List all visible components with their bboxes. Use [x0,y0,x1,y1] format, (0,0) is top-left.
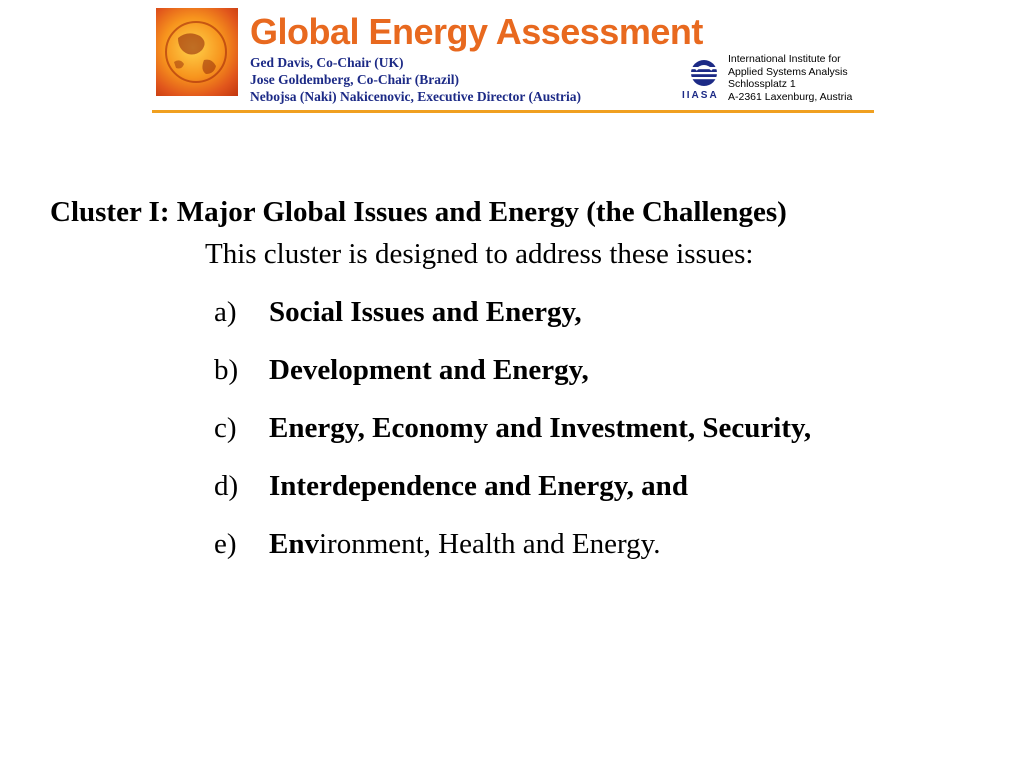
banner-title: Global Energy Assessment [250,11,703,52]
list-item-bold: Energy, Economy and Investment, Security, [269,412,812,444]
iiasa-address [728,53,852,103]
globe-logo-image [156,8,238,96]
list-item-rest: ironment, Health and Energy. [318,528,661,560]
list-marker: a) [214,296,237,328]
list-item-text [269,292,582,332]
list-item-text [269,408,811,448]
list-marker: d) [214,470,239,502]
address-line: Applied Systems Analysis [728,65,848,78]
chairs-list [250,54,581,105]
header-banner [152,6,874,116]
list-item-text [269,524,660,564]
banner-divider [152,110,874,113]
list-item-text [269,350,589,390]
chair-line: Nebojsa (Naki) Nakicenovic, Executive Director (Austria) [250,89,581,104]
list-item-text [269,466,688,506]
iiasa-wordmark: IIASA [682,90,719,101]
address-line: Schlossplatz 1 [728,78,796,90]
iiasa-logo-icon [686,58,722,88]
list-marker: c) [214,412,237,444]
address-line: International Institute for [728,53,841,65]
address-line: A-2361 Laxenburg, Austria [728,90,853,103]
intro-text: This cluster is designed to address these issues: [205,238,754,270]
list-marker: b) [214,354,239,386]
cluster-title: Cluster I: Major Global Issues and Energy (the Challenges) [50,196,787,228]
list-item-bold: Development and Energy, [269,354,589,386]
chair-line: Ged Davis, Co-Chair (UK) [250,55,404,70]
list-marker: e) [214,528,237,560]
list-item-bold: Env [269,528,319,560]
list-item-bold: Interdependence and Energy, and [269,470,688,502]
list-item-bold: Social Issues and Energy, [269,296,582,328]
chair-line: Jose Goldemberg, Co-Chair (Brazil) [250,72,459,87]
